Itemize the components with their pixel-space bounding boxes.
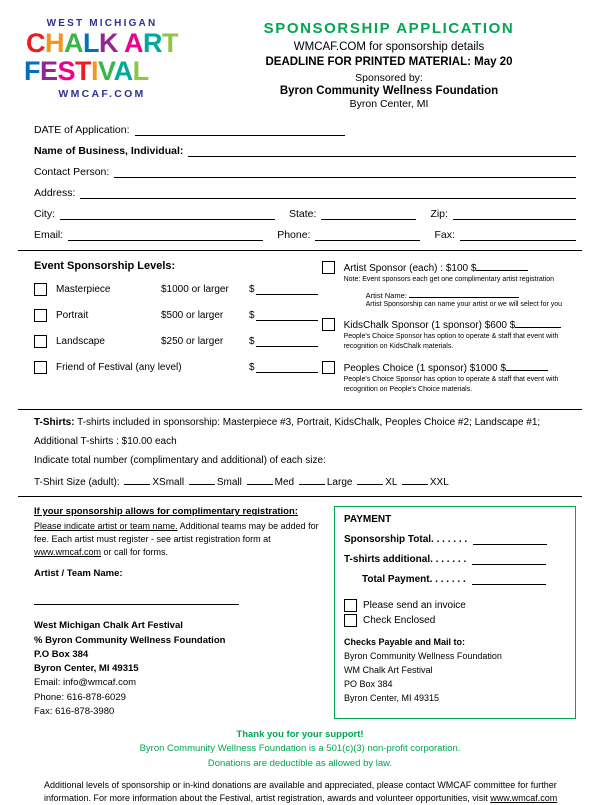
level-row-portrait[interactable] [34,309,318,322]
amount-input-masterpiece[interactable] [256,284,318,295]
option-peoples-choice-title: Peoples Choice (1 sponsor) $1000 $ [344,360,576,374]
email-label: Email: [34,229,64,241]
payment-title: PAYMENT [344,514,392,526]
tshirt-line-2: Additional T-shirts : $10.00 each [34,436,177,448]
payment-label-total: Total Payment [362,574,430,586]
payment-label-tshirts-additional: T-shirts additional [344,554,431,566]
level-name-friend-of-festival: Friend of Festival (any level) [56,362,182,373]
level-row-masterpiece[interactable] [34,283,318,296]
amount-input-landscape[interactable] [256,336,318,347]
check-enclosed-label: Check Enclosed [363,615,436,627]
sponsor-city: Byron Center, MI [349,98,429,110]
bottom-section [18,506,582,719]
tshirt-qty-xsmall[interactable] [124,474,150,485]
logo-line1: WEST MICHIGAN [46,18,158,29]
checkbox-friend-of-festival[interactable] [34,361,47,374]
option-kidschalk-note: People's Choice Sponsor has option to operate & staff that event with recognition on KidsChalk materials. [343,333,559,350]
dollar-sign-friend: $ [249,362,255,373]
levels-left-column [34,260,318,403]
payment-dots-3: . . . . . . . [429,574,466,586]
option-artist-sponsor-title: Artist Sponsor (each) : $100 $ [344,260,576,274]
deadline-text: DEADLINE FOR PRINTED MATERIAL: May 20 [265,56,513,68]
amount-input-artist-sponsor[interactable] [476,260,528,271]
address-line-7: Fax: 616-878-3980 [34,705,115,717]
level-name-portrait: Portrait [56,310,89,321]
payment-label-sponsorship-total: Sponsorship Total [344,534,432,546]
tshirt-size-row [34,474,576,488]
contact-input[interactable] [114,166,576,178]
phone-input[interactable] [315,229,420,241]
thank-you-block [18,728,582,771]
address-input[interactable] [80,187,576,199]
option-kidschalk-title: KidsChalk Sponsor (1 sponsor) $600 $ [344,317,576,331]
logo-url: WMCAF.COM [58,88,146,101]
level-row-friend[interactable] [34,361,318,374]
thank-you-line-3: Donations are deductible as allowed by law. [207,757,393,769]
contact-label: Contact Person: [34,166,110,178]
payment-row-tshirts-additional [344,553,566,565]
field-email-phone-fax-row [34,229,576,241]
option-artist-sponsor[interactable] [322,260,576,308]
address-label: Address: [34,187,76,199]
tshirt-line-1 [34,417,576,428]
wmcaf-link[interactable]: www.wmcaf.com [34,547,102,558]
fax-label: Fax: [434,229,455,241]
document-header [18,14,582,110]
zip-input[interactable] [453,208,576,220]
tshirt-size-xl: XL [385,477,398,489]
invoice-option-row[interactable] [344,599,566,612]
checkbox-artist-sponsor[interactable] [322,261,335,274]
tshirt-qty-med[interactable] [247,474,273,485]
field-contact-row [34,166,576,178]
footnote-link[interactable]: www.wmcaf.com [490,792,558,803]
field-business-row [34,145,576,157]
tshirt-size-xxl: XXL [429,477,449,489]
field-city-state-zip-row [34,208,576,220]
option-peoples-choice[interactable] [322,360,576,394]
logo-word-chalk-art: CHALK ART [26,28,178,58]
footnote [18,779,582,805]
address-line-2: % Byron Community Wellness Foundation [34,634,226,646]
city-input[interactable] [60,208,275,220]
address-line-1: West Michigan Chalk Art Festival [34,620,183,632]
option-peoples-choice-body [344,360,576,394]
tshirt-size-xsmall: XSmall [152,477,185,489]
address-line-4: Byron Center, MI 49315 [34,663,139,675]
header-text-block [196,14,582,110]
amount-input-friend[interactable] [256,362,318,373]
date-input[interactable] [135,124,345,136]
sponsored-by-label: Sponsored by: [355,72,423,84]
payable-line-1: Byron Community Wellness Foundation [344,651,502,662]
field-address-row [34,187,576,199]
artist-sponsorship-note: Artist Sponsorship can name your artist or we will select for you [365,301,563,309]
option-artist-sponsor-note: Note: Event sponsors each get one complimentary artist registration [343,276,555,283]
tshirt-qty-xl[interactable] [357,474,383,485]
festival-logo [18,14,186,100]
business-label: Name of Business, Individual: [34,145,184,157]
payable-line-3: PO Box 384 [344,679,393,689]
state-label: State: [289,208,317,220]
payment-input-tshirts-additional[interactable] [472,553,546,565]
header-subtitle: WMCAF.COM for sponsorship details [293,41,485,53]
sponsorship-levels-section [18,260,582,403]
footnote-text: Additional levels of sponsorship or in-kind donations are available and appreciated, please contact WMCAF committee for further information. For more information about the Festival, artist registration, awards and volunteer opportunities, visit [44,779,557,803]
level-name-masterpiece: Masterpiece [56,284,111,295]
tshirt-included-text: T-shirts included in sponsorship: Masterpiece #3, Portrait, KidsChalk, Peoples Choice #2; Landscape #1; [77,417,541,429]
dollar-sign-masterpiece: $ [249,284,255,295]
business-input[interactable] [188,145,576,157]
option-peoples-choice-note: People's Choice Sponsor has option to operate & staff that event with recognition on People's Choice materials. [343,376,559,393]
address-line-5: Email: info@wmcaf.com [34,677,137,689]
divider-top [18,250,582,251]
option-kidschalk-sponsor[interactable] [322,317,576,351]
checkbox-peoples-choice[interactable] [322,361,335,374]
email-input[interactable] [68,229,263,241]
date-label: DATE of Application: [34,124,130,136]
tshirt-qty-xxl[interactable] [402,474,428,485]
amount-input-portrait[interactable] [256,310,318,321]
payment-box [334,506,576,719]
level-row-landscape[interactable] [34,335,318,348]
checkbox-landscape[interactable] [34,335,47,348]
amount-input-kidschalk[interactable] [515,317,561,328]
invoice-label: Please send an invoice [363,600,466,612]
payment-row-total [344,573,566,585]
checkbox-send-invoice[interactable] [344,599,357,612]
payable-line-2: WM Chalk Art Festival [344,665,433,676]
artist-name-row [344,288,576,300]
checkbox-portrait[interactable] [34,309,47,322]
complimentary-body-3: or call for forms. [101,547,169,558]
payable-heading: Checks Payable and Mail to: [344,637,466,648]
levels-title: Event Sponsorship Levels: [34,260,176,272]
artist-name-input[interactable] [409,288,519,298]
dollar-sign-landscape: $ [249,336,255,347]
tshirt-label: T-Shirts: [34,417,75,429]
level-amount-landscape: $250 or larger [161,336,224,347]
field-date-row [34,124,576,136]
complimentary-body [34,520,324,559]
zip-label: Zip: [430,208,448,220]
tshirt-line-3: Indicate total number (complimentary and additional) of each size: [34,455,326,467]
level-amount-masterpiece: $1000 or larger [161,284,229,295]
payment-input-sponsorship-total[interactable] [473,533,547,545]
option-artist-sponsor-body [344,260,576,308]
tshirt-size-med: Med [274,477,295,489]
payment-row-sponsorship-total [344,533,566,545]
tshirt-qty-small[interactable] [189,474,215,485]
complimentary-body-2: Additional teams may be added for fee. Each artist must register - see artist registration form at [34,521,319,545]
option-kidschalk-body [344,317,576,351]
amount-input-peoples-choice[interactable] [506,360,548,371]
address-line-3: P.O Box 384 [34,648,89,660]
payable-line-4: Byron Center, MI 49315 [344,692,440,703]
complimentary-body-1: Please indicate artist or team name. [34,521,178,532]
thank-you-line-2: Byron Community Wellness Foundation is a 501(c)(3) non-profit corporation. [139,743,461,755]
tshirt-qty-large[interactable] [299,474,325,485]
logo-word-festival: FESTIVAL [24,55,149,86]
artist-name-label: Artist Name: [365,291,407,301]
tshirt-size-large: Large [326,477,353,489]
fax-input[interactable] [460,229,576,241]
complimentary-heading: If your sponsorship allows for complimentary registration: [34,506,298,518]
page-title: SPONSORSHIP APPLICATION [263,20,515,37]
city-label: City: [34,208,55,220]
tshirt-size-small: Small [216,477,242,489]
checkbox-check-enclosed[interactable] [344,614,357,627]
artist-team-label: Artist / Team Name: [34,568,123,580]
mailing-address-block [34,619,324,719]
levels-right-column [318,260,576,403]
payable-block [344,636,566,706]
address-line-6: Phone: 616-878-6029 [34,691,126,703]
divider-bottom [18,496,582,497]
level-name-landscape: Landscape [56,336,105,347]
applicant-fields [18,124,582,241]
thank-you-line-1: Thank you for your support! [236,729,364,741]
checkbox-masterpiece[interactable] [34,283,47,296]
state-input[interactable] [321,208,416,220]
artist-team-input[interactable] [34,592,239,605]
payment-input-total[interactable] [472,573,546,585]
tshirt-section [18,417,582,488]
divider-middle [18,409,582,410]
tshirt-size-label: T-Shirt Size (adult): [34,477,120,489]
payment-dots-2: . . . . . . . [430,554,467,566]
sponsor-name: Byron Community Wellness Foundation [279,85,499,97]
check-enclosed-row[interactable] [344,614,566,627]
payment-dots-1: . . . . . . . [431,534,468,546]
level-amount-portrait: $500 or larger [161,310,224,321]
checkbox-kidschalk-sponsor[interactable] [322,318,335,331]
dollar-sign-portrait: $ [249,310,255,321]
phone-label: Phone: [277,229,311,241]
complimentary-column [34,506,324,719]
